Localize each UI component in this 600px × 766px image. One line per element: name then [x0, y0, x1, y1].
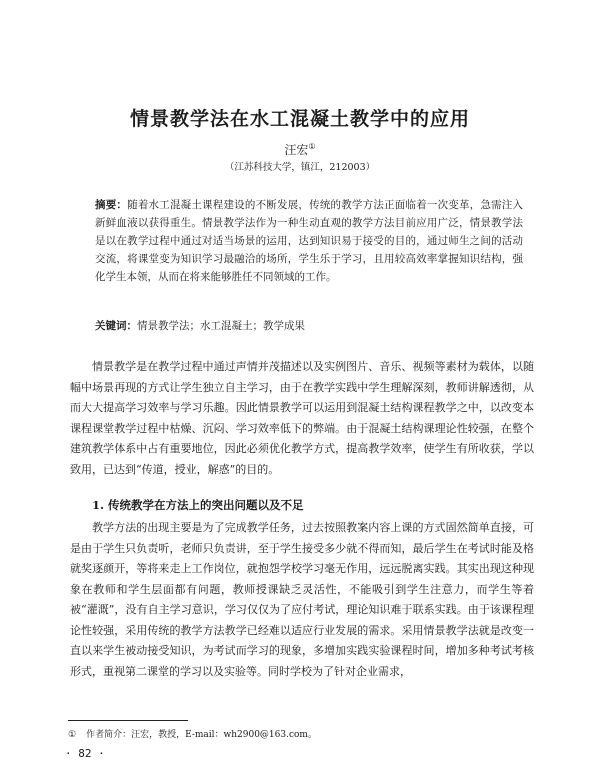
- abstract: [95, 196, 523, 286]
- body-paragraph-1: 情景教学是在教学过程中通过声情并茂描述以及实例图片、音乐、视频等素材为载体，以随幅中场景再现的方式让学生独立自主学习，由于在教学实践中学生理解深刻，教师讲解透彻，从而大大提高学习效率与学习乐趣。因此情景教学可以运用到混凝土结构课程教学之中，以改变本课程课堂教学过程中枯燥、沉闷、学习效率低下的弊端。由于混凝土结构课理论性较强，在整个建筑教学体系中占有重要地位，因此必须优化教学方式，提高教学效率，使学生有所收获，学以致用，已达到“传道，授业，解惑”的目的。: [70, 360, 534, 476]
- paper-title: 情景教学法在水工混凝土教学中的应用: [129, 108, 470, 130]
- footnote-divider: [68, 720, 188, 721]
- keywords-label: 关键词：: [95, 320, 137, 332]
- section-heading-1: 1. 传统教学在方法上的突出问题以及不足: [92, 498, 304, 512]
- footnote-text: 作者简介：汪宏，教授，E-mail：wh2900@163.com。: [86, 730, 317, 740]
- keywords-text: 情景教学法；水工混凝土；教学成果: [137, 320, 305, 332]
- abstract-label: 摘要：: [95, 199, 128, 211]
- author-line: [0, 141, 600, 158]
- keywords: [95, 317, 523, 335]
- author-footnote-mark: ①: [308, 142, 316, 151]
- author-name: 汪宏: [284, 143, 309, 157]
- footnote-mark: ①: [68, 730, 77, 740]
- footnote: [68, 727, 534, 740]
- affiliation: （江苏科技大学，镇江，212003）: [224, 162, 376, 173]
- abstract-text: 随着水工混凝土课程建设的不断发展，传统的教学方法正面临着一次变革，急需注入新鲜血液以获得重生。情景教学法作为一种生动直观的教学方法目前应用广泛，情景教学法是以在教学过程中通过对适当场景的运用，达到知识易于接受的目的，通过师生之间的活动交流，将课堂变为知识学习最融洽的场所，学生乐于学习，且用较高效率掌握知识结构，强化学生本领，从而在将来能够胜任不同领域的工作。: [95, 199, 524, 283]
- page-number: · 82 ·: [65, 747, 105, 760]
- body-paragraph-2: 教学方法的出现主要是为了完成教学任务，过去按照教案内容上课的方式固然简单直接，可是由于学生只负责听，老师只负责讲，至于学生接受多少就不得而知，最后学生在考试时能及格就奖逐颜开，等将来走上工作岗位，就抱怨学校学习毫无作用，远远脱离实践。其实出现这种现象在教师和学生层面都有问题，教师授课缺乏灵活性，不能吸引到学生注意力，而学生等着被“灌溉”，没有自主学习意识，学习仅仅为了应付考试，理论知识难于联系实践。由于该课程理论性较强，采用传统的教学方法教学已经难以适应行业发展的需求。采用情景教学法就是改变一直以来学生被动接受知识，为考试而学习的现象，多增加实践实验课程时间，增加多种考试考核形式，重视第二课堂的学习以及实验等。同时学校为了针对企业需求，: [70, 521, 534, 678]
